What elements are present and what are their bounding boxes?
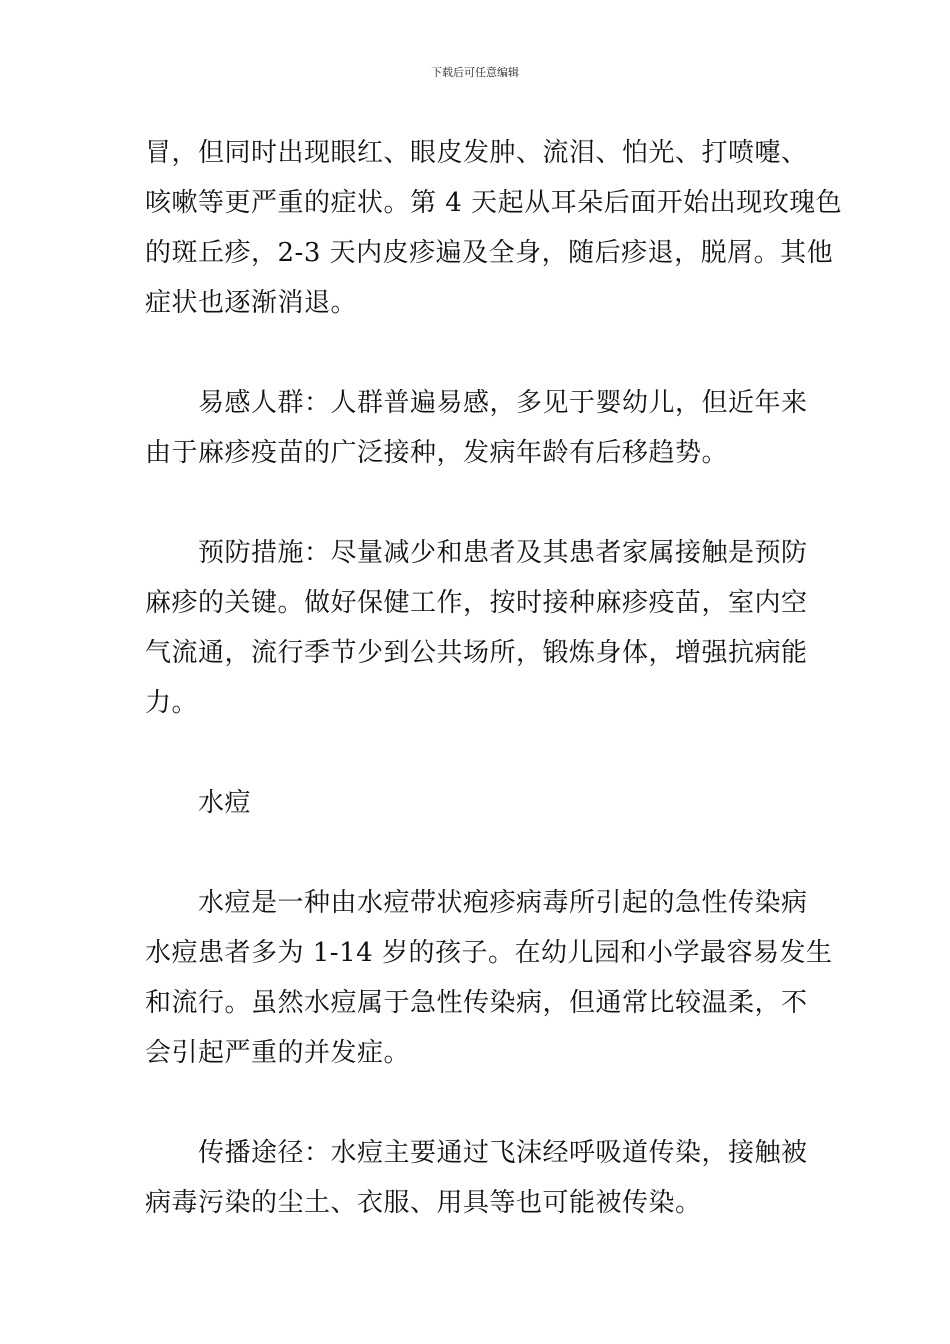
text-line: 咳嗽等更严重的症状。第 4 天起从耳朵后面开始出现玫瑰色: [145, 188, 843, 218]
text-line: 力。: [145, 688, 199, 718]
text-line: 易感人群：人群普遍易感，多见于婴幼儿，但近年来: [198, 388, 808, 418]
paragraph-chickenpox-intro: [145, 878, 833, 1078]
section-heading-chickenpox: [145, 778, 809, 828]
paragraph-measles-symptoms: [145, 128, 843, 328]
paragraph-spacer: [145, 1078, 809, 1128]
paragraph-susceptible-population: [145, 378, 809, 478]
text-line: 冒，但同时出现眼红、眼皮发肿、流泪、怕光、打喷嚏、: [145, 138, 808, 168]
text-line: 传播途径：水痘主要通过飞沫经呼吸道传染，接触被: [198, 1138, 808, 1168]
text-line: 病毒污染的尘土、衣服、用具等也可能被传染。: [145, 1188, 702, 1218]
text-line: 会引起严重的并发症。: [145, 1038, 411, 1068]
text-line: 水痘是一种由水痘带状疱疹病毒所引起的急性传染病: [198, 888, 808, 918]
text-line: 麻疹的关键。做好保健工作，按时接种麻疹疫苗，室内空: [145, 588, 808, 618]
text-line: 和流行。虽然水痘属于急性传染病，但通常比较温柔，不: [145, 988, 808, 1018]
paragraph-transmission: [145, 1128, 809, 1228]
paragraph-spacer: [145, 828, 809, 878]
paragraph-spacer: [145, 478, 809, 528]
document-body: [145, 128, 843, 1228]
text-line: 预防措施：尽量减少和患者及其患者家属接触是预防: [198, 538, 808, 568]
text-line: 由于麻疹疫苗的广泛接种，发病年龄有后移趋势。: [145, 438, 729, 468]
paragraph-spacer: [145, 728, 809, 778]
page-header: 下载后可任意编辑: [431, 66, 519, 79]
text-line: 水痘患者多为 1-14 岁的孩子。在幼儿园和小学最容易发生: [145, 938, 833, 968]
section-heading: 水痘: [198, 788, 252, 818]
text-line: 症状也逐渐消退。: [145, 288, 358, 318]
paragraph-spacer: [145, 328, 809, 378]
text-line: 气流通，流行季节少到公共场所，锻炼身体，增强抗病能: [145, 638, 808, 668]
text-line: 的斑丘疹，2-3 天内皮疹遍及全身，随后疹退，脱屑。其他: [145, 238, 834, 268]
paragraph-prevention: [145, 528, 809, 728]
